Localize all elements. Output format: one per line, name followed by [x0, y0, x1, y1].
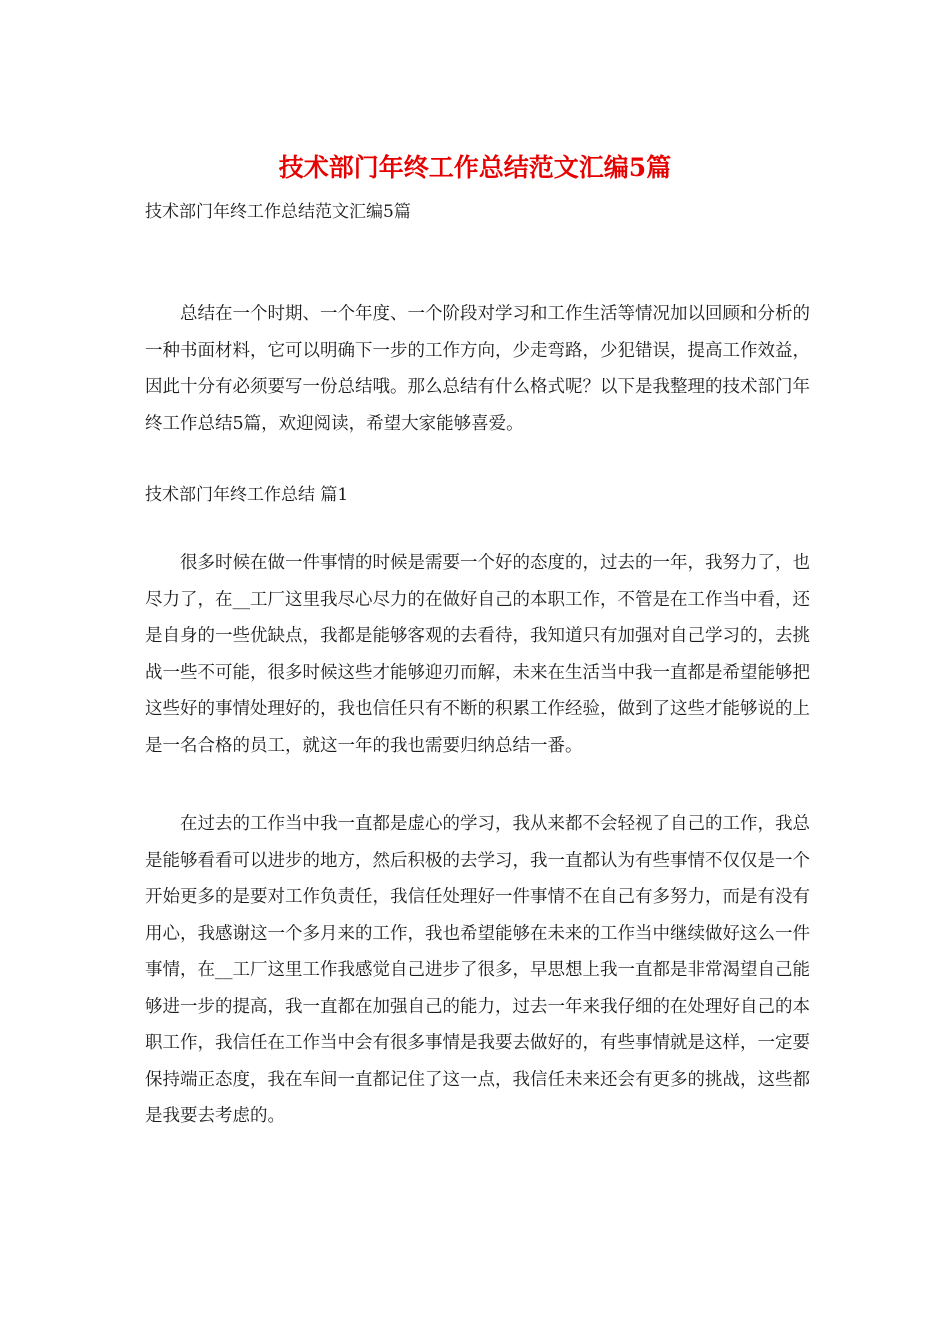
intro-paragraph: 总结在一个时期、一个年度、一个阶段对学习和工作生活等情况加以回顾和分析的一种书面材料，它可以明确下一步的工作方向，少走弯路，少犯错误，提高工作效益，因此十分有必须要写一份总结哦。那么总结有什么格式呢？以下是我整理的技术部门年终工作总结5篇，欢迎阅读，希望大家能够喜爱。 [145, 304, 810, 434]
document-subtitle: 技术部门年终工作总结范文汇编5篇 [145, 202, 411, 222]
body-paragraph: 很多时候在做一件事情的时候是需要一个好的态度的，过去的一年，我努力了，也尽力了，在__工厂这里我尽心尽力的在做好自己的本职工作，不管是在工作当中看，还是自身的一些优缺点，我都是能够客观的去看待，我知道只有加强对自己学习的，去挑战一些不可能，很多时候这些才能够迎刃而解，未来在生活当中我一直都是希望能够把这些好的事情处理好的，我也信任只有不断的积累工作经验，做到了这些才能够说的上是一名合格的员工，就这一年的我也需要归纳总结一番。 [145, 553, 810, 756]
document-title: 技术部门年终工作总结范文汇编5篇 [278, 153, 672, 182]
section-heading: 技术部门年终工作总结 篇1 [145, 485, 349, 505]
body-paragraph: 在过去的工作当中我一直都是虚心的学习，我从来都不会轻视了自己的工作，我总是能够看看可以进步的地方，然后积极的去学习，我一直都认为有些事情不仅仅是一个开始更多的是要对工作负责任，我信任处理好一件事情不在自己有多努力，而是有没有用心，我感谢这一个多月来的工作，我也希望能够在未来的工作当中继续做好这么一件事情，在__工厂这里工作我感觉自己进步了很多，早思想上我一直都是非常渴望自己能够进一步的提高，我一直都在加强自己的能力，过去一年来我仔细的在处理好自己的本职工作，我信任在工作当中会有很多事情是我要去做好的，有些事情就是这样，一定要保持端正态度，我在车间一直都记住了这一点，我信任未来还会有更多的挑战，这些都是我要去考虑的。 [145, 814, 810, 1126]
